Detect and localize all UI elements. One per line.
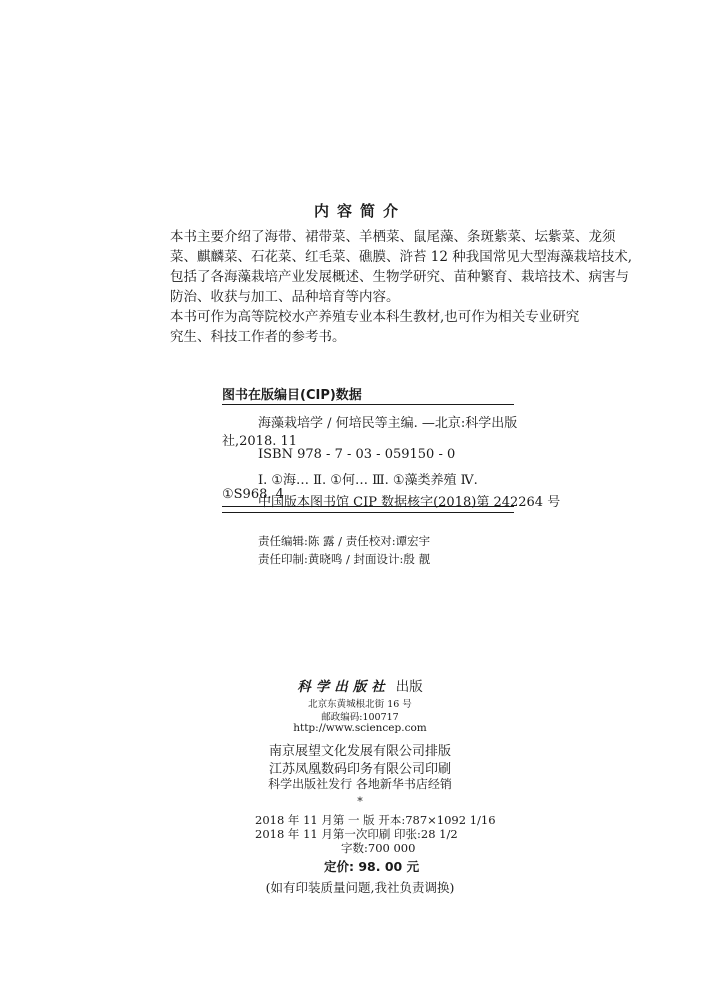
edition-line-1: 2018 年 11 月第 一 版 开本:787×1092 1/16 <box>255 813 496 827</box>
summary-line-2: 菜、麒麟菜、石花菜、红毛菜、礁膜、浒苔 12 种我国常见大型海藻栽培技术, <box>170 249 633 265</box>
price: 定价: 98. 00 元 <box>324 859 420 874</box>
distribution: 科学出版社发行 各地新华书店经销 <box>268 777 452 791</box>
publisher-postcode: 邮政编码:100717 <box>321 712 399 723</box>
cip-top-rule <box>222 404 514 405</box>
quality-notice: (如有印装质量问题,我社负责调换) <box>265 880 455 895</box>
cip-bottom-rule <box>222 512 514 513</box>
typesetter: 南京展望文化发展有限公司排版 <box>268 744 451 759</box>
credits-production: 责任印制:黄晓鸣 / 封面设计:殷 靓 <box>258 552 431 566</box>
cip-line-5: ①S968. 4 <box>222 487 284 502</box>
cip-line-1: 海藻栽培学 / 何培民等主编. —北京:科学出版 <box>258 416 518 431</box>
summary-line-1: 本书主要介绍了海带、裙带菜、羊栖菜、鼠尾藻、条斑紫菜、坛紫菜、龙须 <box>170 229 616 245</box>
publisher-logo-text: 科学出版社 <box>297 679 390 695</box>
cip-line-2: 社,2018. 11 <box>222 434 298 449</box>
publisher-suffix: 出版 <box>395 679 423 695</box>
cip-title: 图书在版编目(CIP)数据 <box>222 388 362 403</box>
cip-number-line: 中国版本图书馆 CIP 数据核字(2018)第 242264 号 <box>258 495 561 510</box>
cip-line-3: ISBN 978 - 7 - 03 - 059150 - 0 <box>258 447 456 462</box>
publisher-name <box>0 675 720 695</box>
cip-line-4: Ⅰ. ①海… Ⅱ. ①何… Ⅲ. ①藻类养殖 Ⅳ. <box>258 473 478 488</box>
edition-line-2: 2018 年 11 月第一次印刷 印张:28 1/2 <box>255 827 458 841</box>
summary-line-5: 本书可作为高等院校水产养殖专业本科生教材,也可作为相关专业研究 <box>170 309 580 325</box>
publisher-url: http://www.sciencep.com <box>293 722 427 734</box>
credits-editors: 责任编辑:陈 露 / 责任校对:谭宏宇 <box>258 534 431 548</box>
publisher-address: 北京东黄城根北街 16 号 <box>308 699 412 710</box>
summary-line-4: 防治、收获与加工、品种培育等内容。 <box>170 289 400 305</box>
printer: 江苏凤凰数码印务有限公司印刷 <box>268 762 451 777</box>
summary-title: 内容简介 <box>313 202 406 220</box>
divider-star: * <box>357 795 363 808</box>
edition-word-count: 字数:700 000 <box>341 841 416 855</box>
summary-line-6: 究生、科技工作者的参考书。 <box>170 329 346 345</box>
summary-line-3: 包括了各海藻栽培产业发展概述、生物学研究、苗种繁育、栽培技术、病害与 <box>170 269 629 285</box>
